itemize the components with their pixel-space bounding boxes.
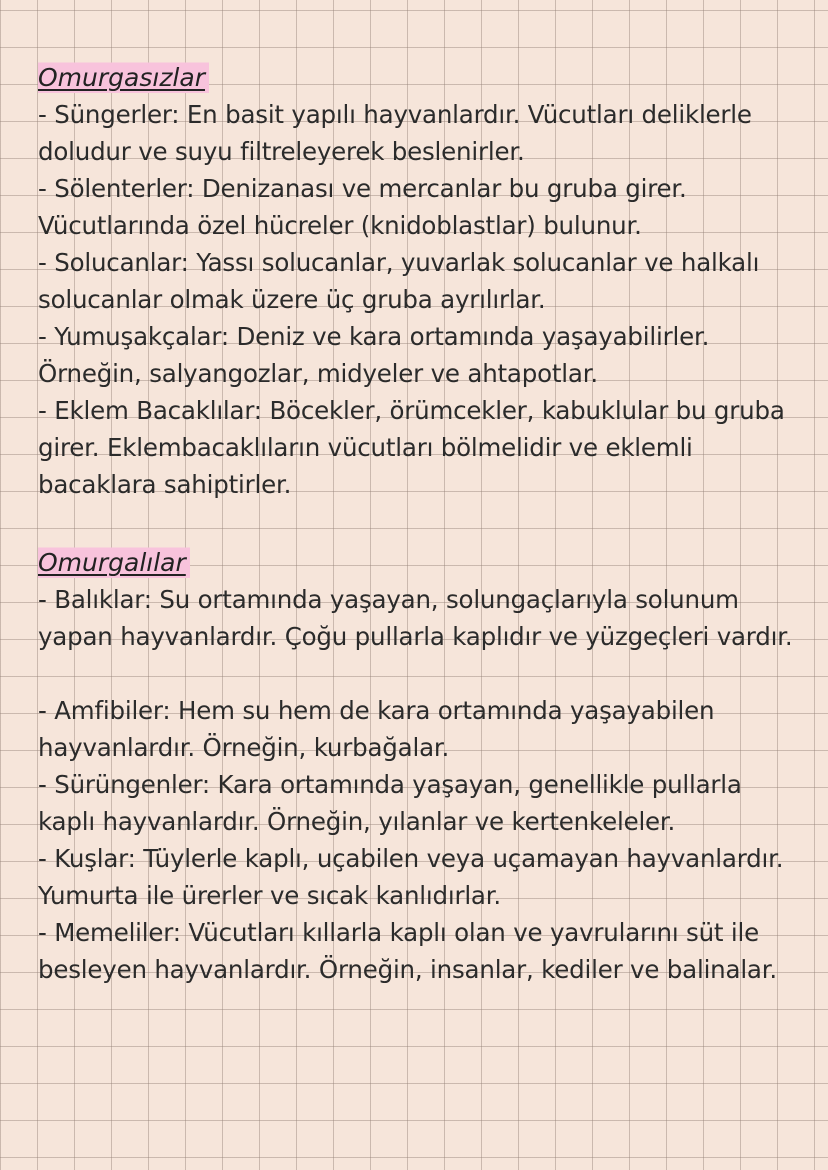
text-line: besleyen hayvanlardır. Örneğin, insanlar, kediler ve balinalar. bbox=[38, 955, 777, 984]
blank-line bbox=[38, 655, 808, 692]
text-line: hayvanlardır. Örneğin, kurbağalar. bbox=[38, 733, 450, 762]
invertebrates-text bbox=[38, 96, 808, 503]
text-line: kaplı hayvanlardır. Örneğin, yılanlar ve kertenkeleler. bbox=[38, 807, 676, 836]
vertebrates-heading: Omurgalılar bbox=[38, 544, 190, 581]
text-line: yapan hayvanlardır. Çoğu pullarla kaplıdır ve yüzgeçleri vardır. bbox=[38, 622, 793, 651]
text-line: - Sürüngenler: Kara ortamında yaşayan, genellikle pullarla bbox=[38, 770, 742, 799]
text-line: Yumurta ile ürerler ve sıcak kanlıdırlar. bbox=[38, 881, 501, 910]
text-line: - Memeliler: Vücutları kıllarla kaplı olan ve yavrularını süt ile bbox=[38, 918, 759, 947]
text-line: - Solucanlar: Yassı solucanlar, yuvarlak solucanlar ve halkalı bbox=[38, 248, 760, 277]
text-line: solucanlar olmak üzere üç gruba ayrılırlar. bbox=[38, 285, 546, 314]
text-line: doludur ve suyu filtreleyerek beslenirler. bbox=[38, 137, 525, 166]
text-line: - Sölenterler: Denizanası ve mercanlar bu gruba girer. bbox=[38, 174, 687, 203]
invertebrates-heading: Omurgasızlar bbox=[38, 59, 209, 96]
text-line: - Süngerler: En basit yapılı hayvanlardır. Vücutları deliklerle bbox=[38, 100, 752, 129]
invertebrates-section bbox=[38, 59, 808, 503]
text-line: girer. Eklembacaklıların vücutları bölmelidir ve eklemli bbox=[38, 433, 693, 462]
text-line: - Amfibiler: Hem su hem de kara ortamında yaşayabilen bbox=[38, 696, 715, 725]
text-line: - Yumuşakçalar: Deniz ve kara ortamında yaşayabilirler. bbox=[38, 322, 710, 351]
text-line: Örneğin, salyangozlar, midyeler ve ahtapotlar. bbox=[38, 359, 598, 388]
vertebrates-section bbox=[38, 544, 808, 988]
text-line: - Eklem Bacaklılar: Böcekler, örümcekler, kabuklular bu gruba bbox=[38, 396, 785, 425]
text-line: - Balıklar: Su ortamında yaşayan, solungaçlarıyla solunum bbox=[38, 585, 739, 614]
text-line: Vücutlarında özel hücreler (knidoblastlar) bulunur. bbox=[38, 211, 642, 240]
text-line: bacaklara sahiptirler. bbox=[38, 470, 292, 499]
vertebrates-text bbox=[38, 581, 808, 988]
text-line: - Kuşlar: Tüylerle kaplı, uçabilen veya uçamayan hayvanlardır. bbox=[38, 844, 784, 873]
